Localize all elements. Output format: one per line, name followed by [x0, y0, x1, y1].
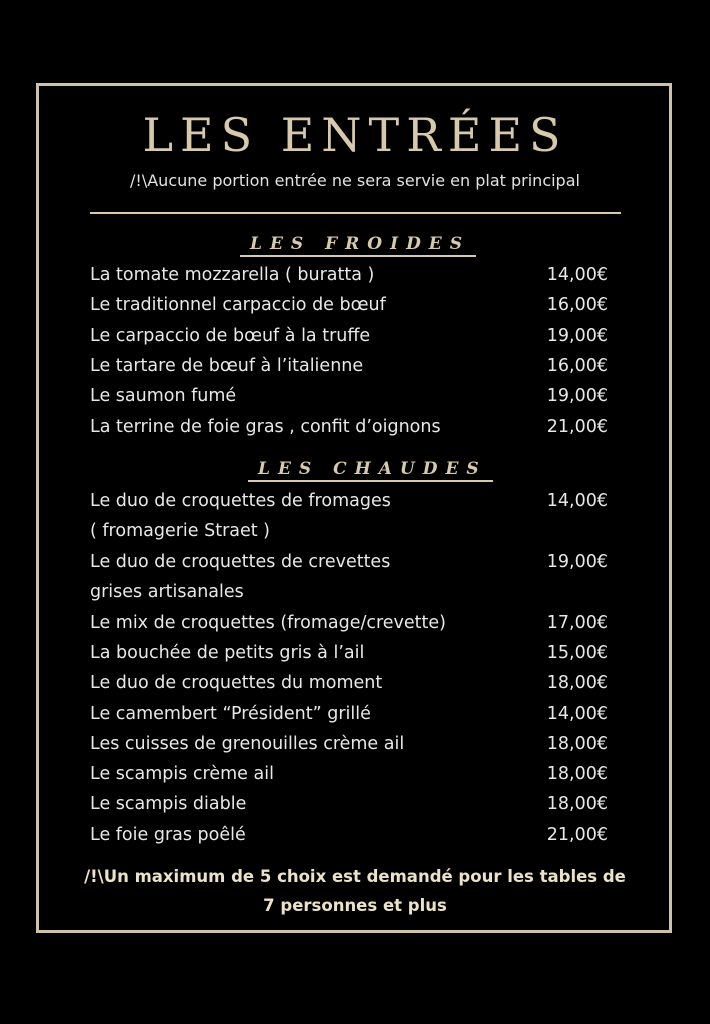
item-price: 14,00€ — [546, 704, 608, 724]
item-price: 15,00€ — [546, 643, 608, 663]
item-price: 16,00€ — [546, 295, 608, 315]
item-price: 19,00€ — [546, 552, 608, 572]
item-name: Le foie gras poêlé — [90, 825, 246, 845]
item-name-line2: ( fromagerie Straet ) — [90, 521, 271, 541]
item-price: 14,00€ — [546, 491, 608, 511]
item-price: 21,00€ — [546, 417, 608, 437]
item-name: Le scampis crème ail — [90, 764, 274, 784]
item-name: Les cuisses de grenouilles crème ail — [90, 734, 405, 754]
footer-notice — [60, 862, 650, 920]
section-heading-froides: LES FROIDES — [240, 234, 476, 257]
item-name: Le carpaccio de bœuf à la truffe — [90, 326, 371, 346]
item-price: 18,00€ — [546, 794, 608, 814]
item-name: Le duo de croquettes de fromages — [90, 491, 391, 511]
item-price: 21,00€ — [546, 825, 608, 845]
item-name: La terrine de foie gras , confit d’oignons — [90, 417, 441, 437]
item-name: Le tartare de bœuf à l’italienne — [90, 356, 364, 376]
footer-line-2: 7 personnes et plus — [263, 896, 447, 915]
subtitle-warning: /!\Aucune portion entrée ne sera servie en plat principal — [130, 171, 580, 190]
item-price: 18,00€ — [546, 764, 608, 784]
item-name: Le traditionnel carpaccio de bœuf — [90, 295, 386, 315]
item-price: 18,00€ — [546, 734, 608, 754]
item-name: Le mix de croquettes (fromage/crevette) — [90, 613, 446, 633]
item-price: 17,00€ — [546, 613, 608, 633]
item-price: 14,00€ — [546, 265, 608, 285]
item-price: 19,00€ — [546, 326, 608, 346]
item-name: La tomate mozzarella ( buratta ) — [90, 265, 375, 285]
item-name: La bouchée de petits gris à l’ail — [90, 643, 365, 663]
item-price: 18,00€ — [546, 673, 608, 693]
divider — [90, 212, 621, 214]
item-name: Le scampis diable — [90, 794, 247, 814]
page-title: LES ENTRÉES — [142, 108, 568, 162]
item-name-line2: grises artisanales — [90, 582, 244, 602]
item-name: Le duo de croquettes de crevettes — [90, 552, 391, 572]
section-heading-chaudes: LES CHAUDES — [248, 459, 493, 482]
item-price: 16,00€ — [546, 356, 608, 376]
item-name: Le duo de croquettes du moment — [90, 673, 383, 693]
item-name: Le saumon fumé — [90, 386, 237, 406]
item-name: Le camembert “Président” grillé — [90, 704, 371, 724]
footer-line-1: /!\Un maximum de 5 choix est demandé pour les tables de — [84, 867, 626, 886]
item-price: 19,00€ — [546, 386, 608, 406]
